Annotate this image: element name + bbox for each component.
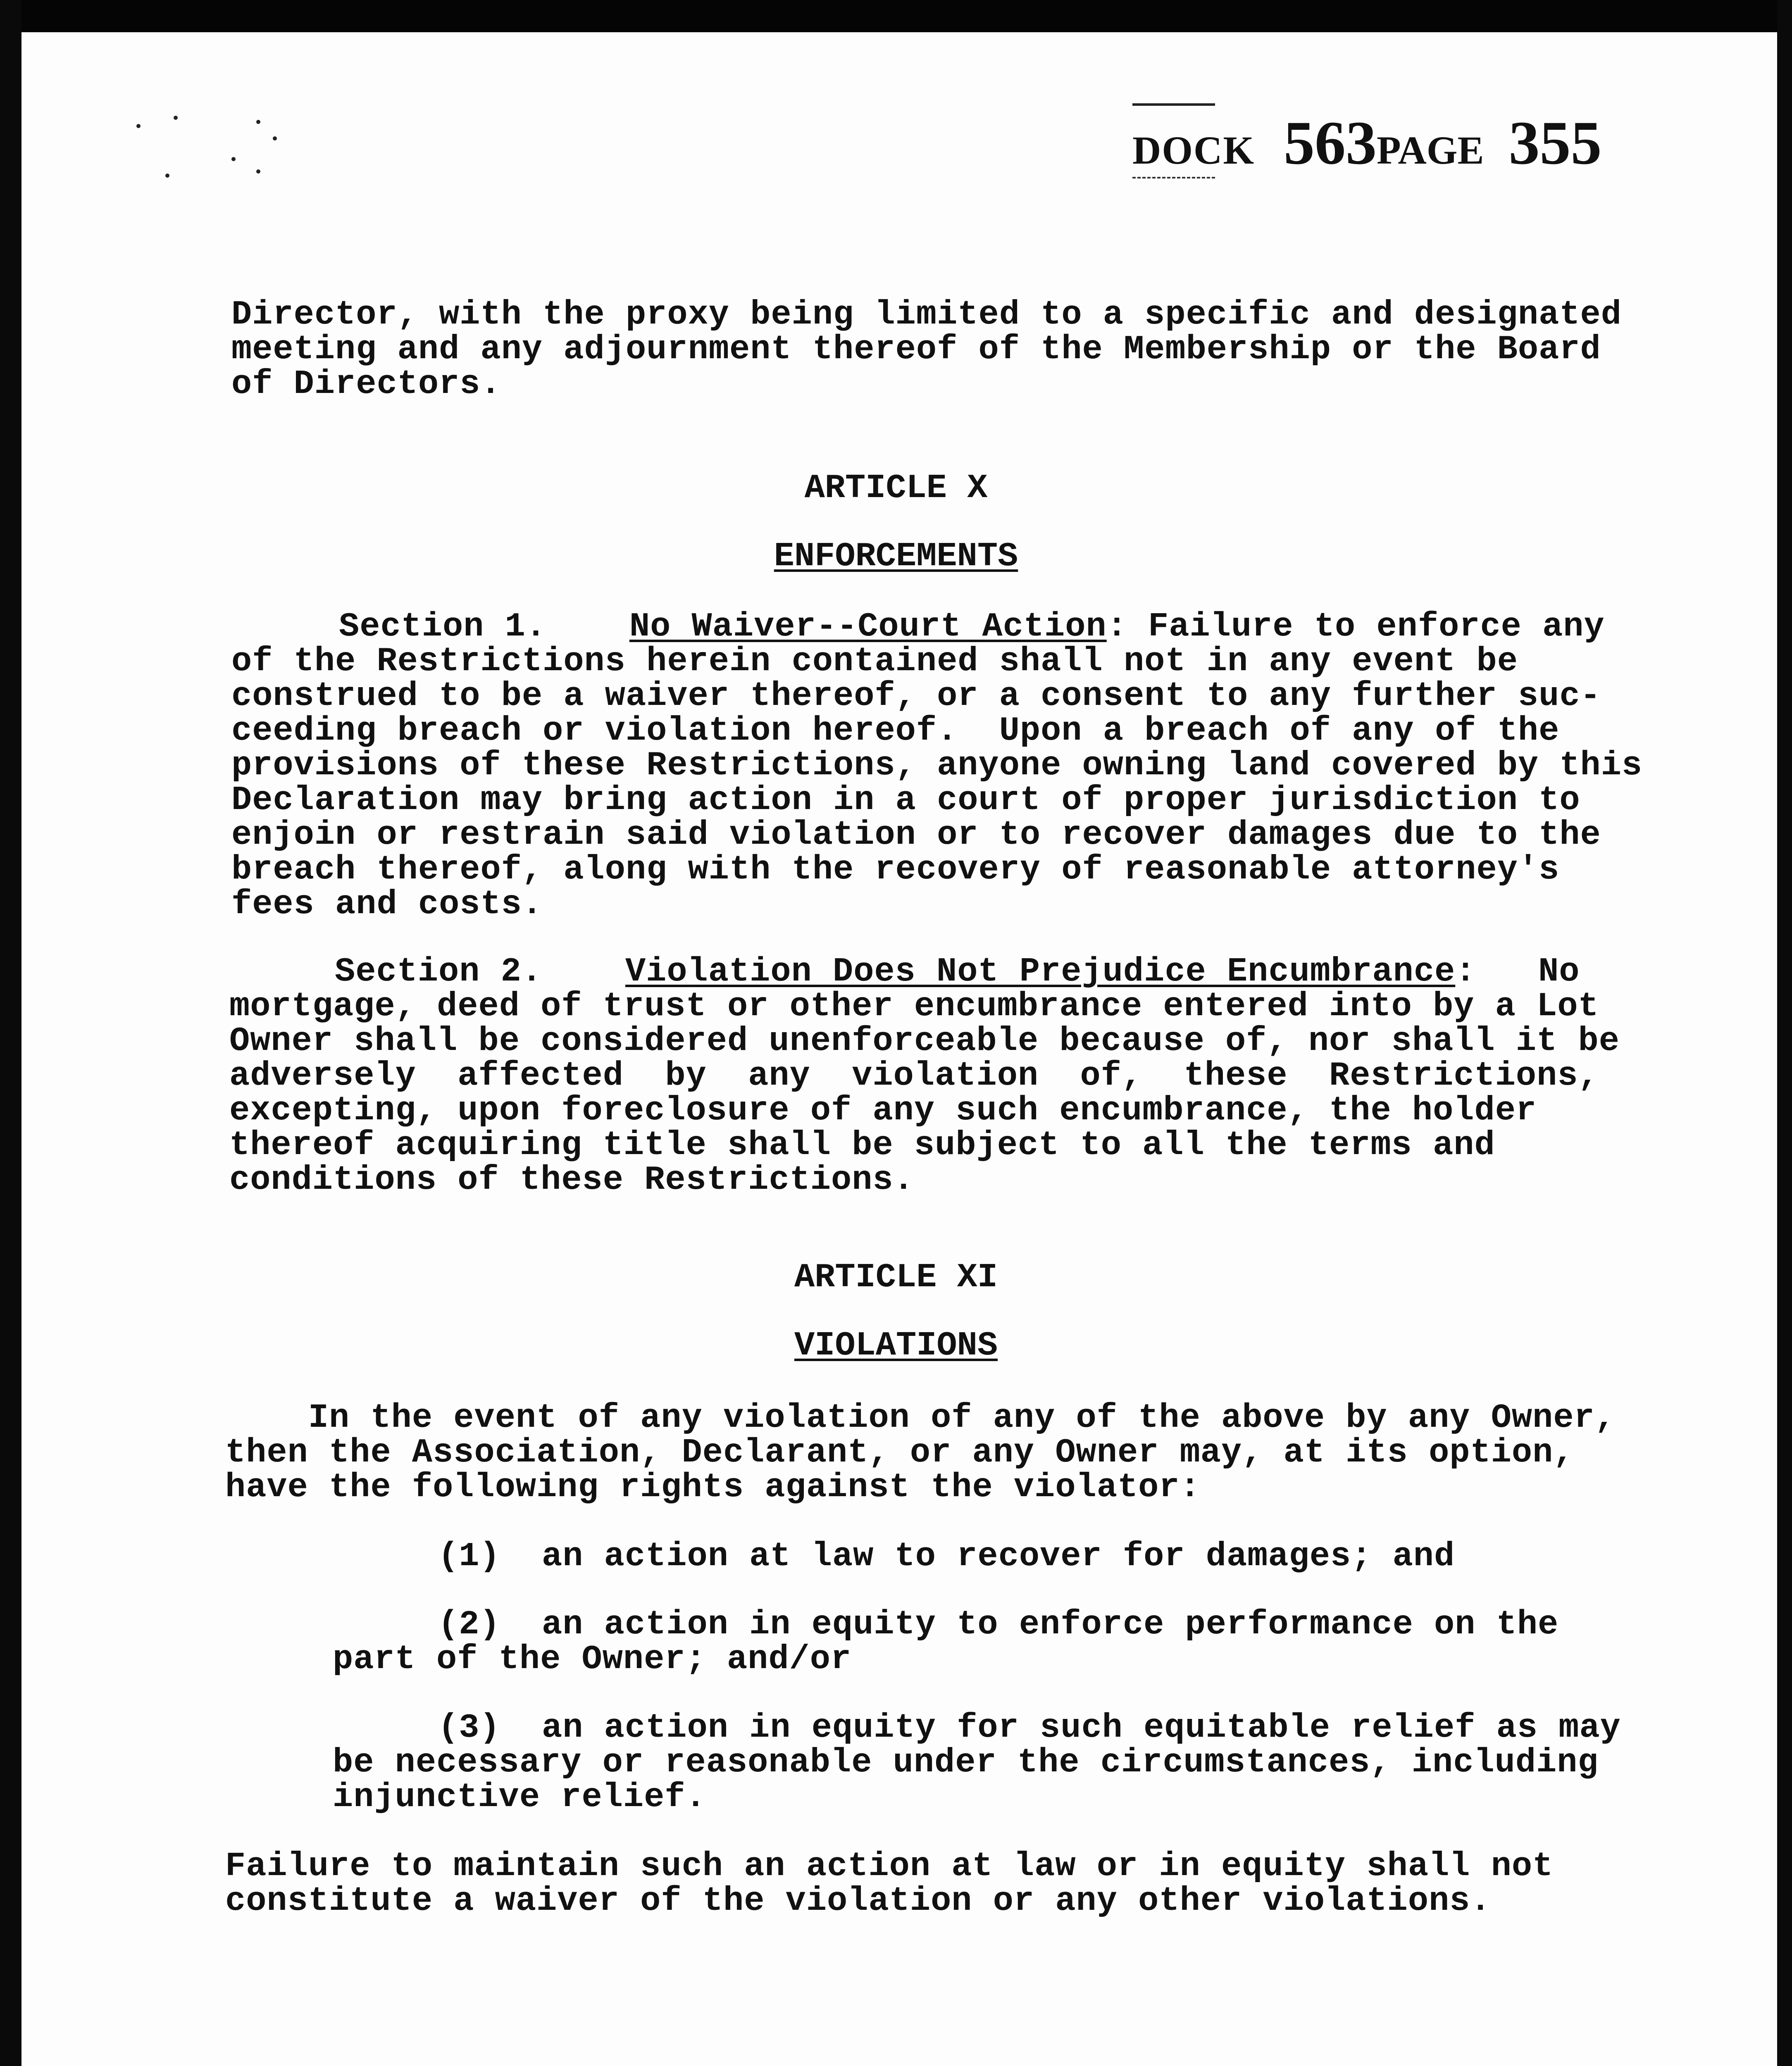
scan-speck: [174, 116, 178, 120]
scan-speck: [231, 157, 236, 161]
section2-first-line-rest: : No: [1455, 952, 1580, 991]
intro-line: Director, with the proxy being limited to a specific and designated: [231, 295, 1622, 334]
section1-first-line: [339, 609, 1605, 644]
rights-item-2-line: (2) an action in equity to enforce performance on the: [438, 1605, 1559, 1644]
scan-speck: [256, 169, 260, 174]
intro-line: of Directors.: [231, 365, 501, 403]
section1-line: breach thereof, along with the recovery of reasonable attorney's: [231, 850, 1560, 889]
dock-label: DOCK: [1132, 128, 1255, 172]
article-x-heading: ARTICLE X: [804, 469, 988, 507]
violations-intro-line: then the Association, Declarant, or any Owner may, at its option,: [225, 1433, 1574, 1472]
closing-line: constitute a waiver of the violation or any other violations.: [225, 1882, 1491, 1920]
section1-label: Section 1.: [339, 607, 547, 646]
section2-label: Section 2.: [335, 952, 543, 991]
page-label: PAGE: [1377, 128, 1484, 172]
section2-line: conditions of these Restrictions.: [229, 1161, 914, 1199]
section2-title: Violation Does Not Prejudice Encumbrance: [625, 952, 1456, 991]
section1-line: of the Restrictions herein contained shall not in any event be: [231, 642, 1518, 681]
intro-line: meeting and any adjournment thereof of the Membership or the Board: [231, 330, 1601, 369]
section1-line: provisions of these Restrictions, anyone owning land covered by this: [231, 746, 1643, 785]
section2-line: mortgage, deed of trust or other encumbrance entered into by a Lot: [229, 987, 1599, 1026]
stamp-rule: [1132, 103, 1215, 106]
article-xi-title-text: VIOLATIONS: [794, 1326, 998, 1365]
rights-item-3-line: injunctive relief.: [333, 1778, 706, 1816]
section2-line: adversely affected by any violation of, these Restrictions,: [229, 1057, 1599, 1095]
scan-speck: [165, 174, 169, 178]
rights-item-3-line: (3) an action in equity for such equitable relief as may: [438, 1709, 1621, 1747]
section1-line: enjoin or restrain said violation or to recover damages due to the: [231, 816, 1601, 854]
article-x-title: [0, 539, 1792, 574]
section1-first-line-rest: : Failure to enforce any: [1106, 607, 1605, 646]
scan-edge-right: [1777, 0, 1792, 2066]
rights-item-1: (1) an action at law to recover for damages; and: [438, 1537, 1455, 1576]
closing-line: Failure to maintain such an action at law or in equity shall not: [225, 1847, 1554, 1885]
scan-speck: [136, 124, 141, 128]
rights-item-3-line: be necessary or reasonable under the circumstances, including: [333, 1743, 1599, 1782]
rights-item-2-line: part of the Owner; and/or: [333, 1640, 852, 1678]
section1-line: ceeding breach or violation hereof. Upon a breach of any of the: [231, 712, 1560, 750]
scan-edge-top: [0, 0, 1792, 32]
section2-line: excepting, upon foreclosure of any such encumbrance, the holder: [229, 1091, 1537, 1130]
article-xi-heading: ARTICLE XI: [794, 1258, 998, 1297]
docket-stamp: [1132, 107, 1602, 179]
section2-first-line: [335, 954, 1580, 989]
section1-line: construed to be a waiver thereof, or a consent to any further suc-: [231, 677, 1601, 715]
section2-line: thereof acquiring title shall be subject to all the terms and: [229, 1126, 1495, 1164]
scan-speck: [256, 120, 260, 124]
section1-line: Declaration may bring action in a court of proper jurisdiction to: [231, 781, 1580, 819]
stamp-rule: [1132, 177, 1215, 180]
article-x-title-text: ENFORCEMENTS: [774, 537, 1018, 576]
violations-intro-line: have the following rights against the violator:: [225, 1468, 1201, 1507]
section1-line: fees and costs.: [231, 885, 543, 924]
scan-speck: [273, 136, 277, 140]
section1-title: No Waiver--Court Action: [629, 607, 1107, 646]
dock-number: 563: [1284, 109, 1377, 177]
scan-edge-left: [0, 0, 21, 2066]
page-stamp-number: 355: [1508, 109, 1602, 177]
article-xi-title: [0, 1328, 1792, 1363]
violations-intro-line: In the event of any violation of any of the above by any Owner,: [225, 1399, 1616, 1437]
section2-line: Owner shall be considered unenforceable because of, nor shall it be: [229, 1022, 1620, 1060]
